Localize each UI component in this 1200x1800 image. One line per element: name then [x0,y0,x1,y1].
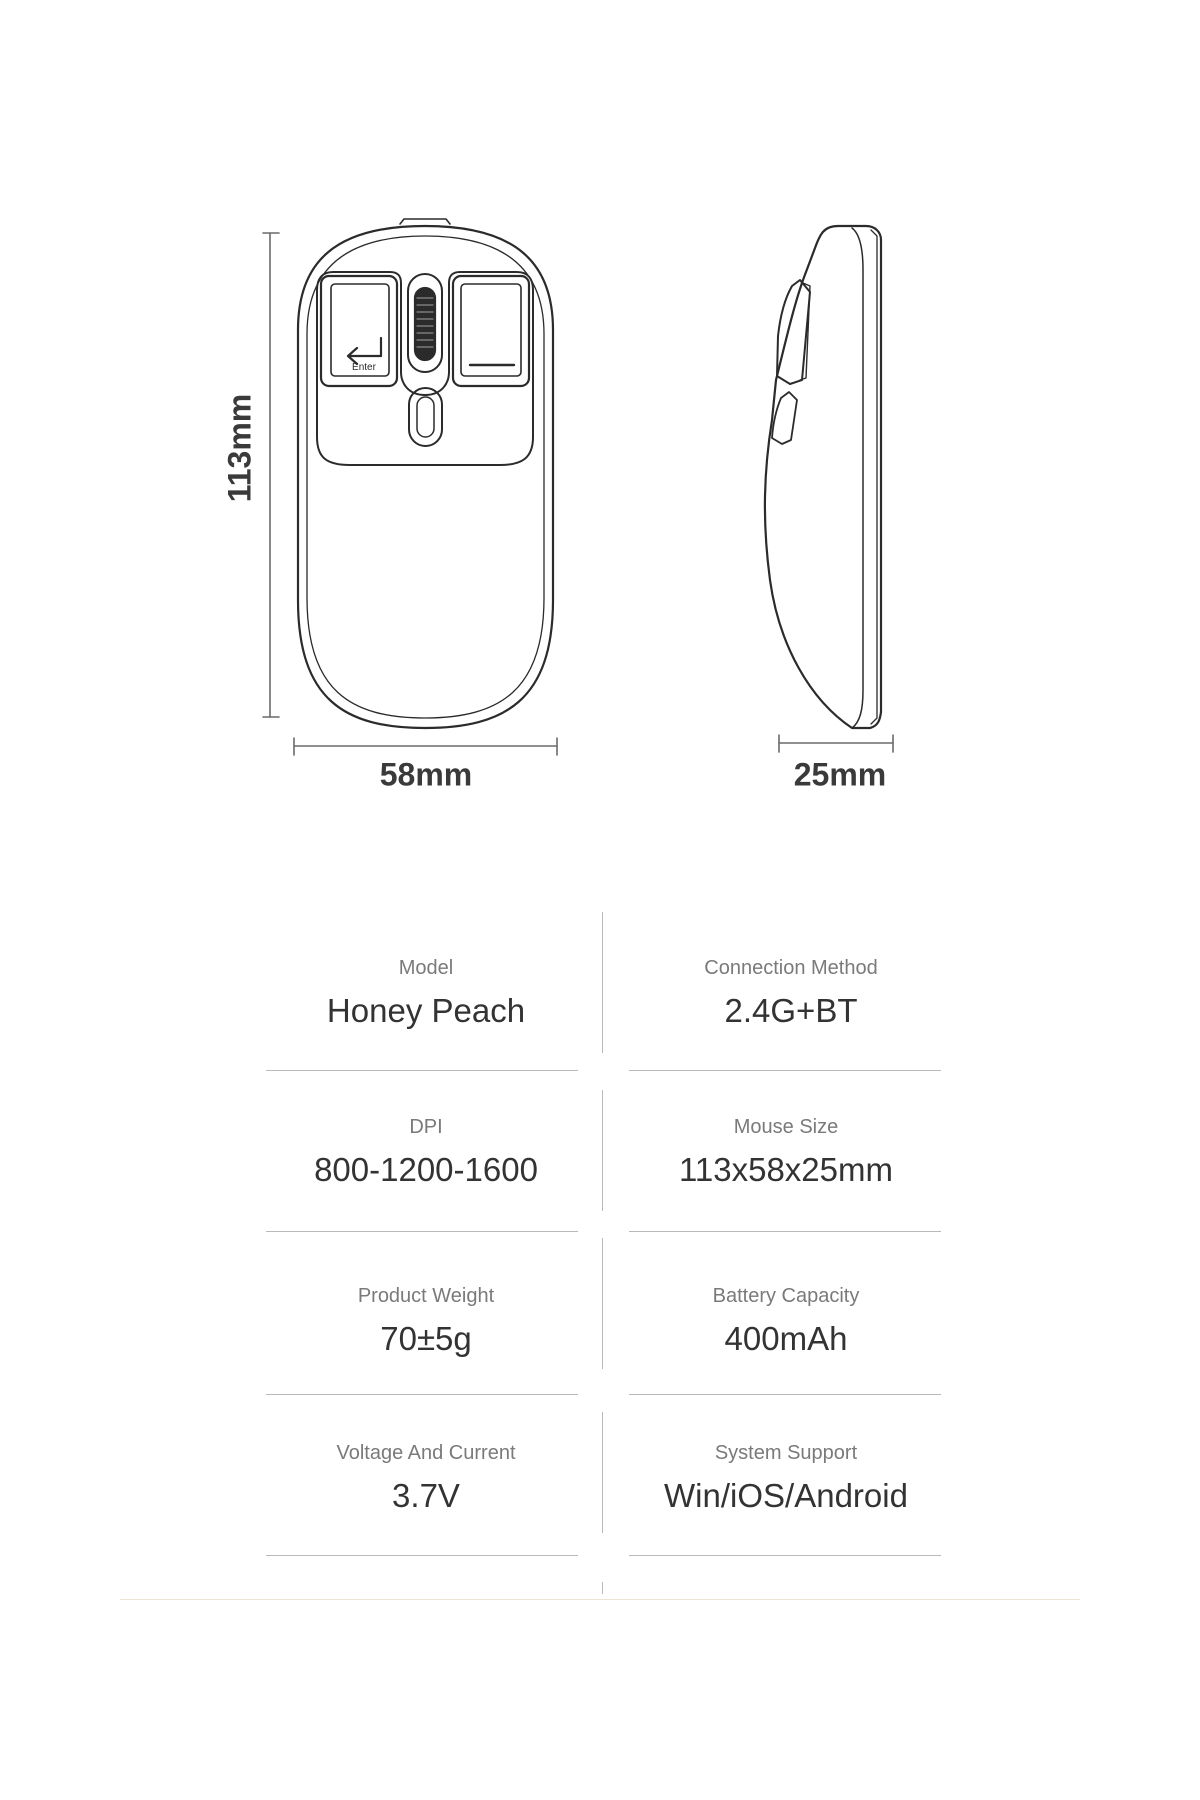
spec-value: Win/iOS/Android [664,1477,908,1514]
row-divider [629,1555,941,1556]
right-key-outer [453,276,529,386]
spec-value: 113x58x25mm [678,1151,893,1188]
spec-value: Honey Peach [326,992,526,1029]
column-divider [602,1582,603,1594]
spec-system-support [606,1440,966,1516]
height-dimension-line [263,233,279,717]
spec-voltage-and-current [246,1440,606,1516]
row-divider [266,1070,578,1071]
dpi-button-inner [417,397,434,437]
mouse-drawing [0,0,1200,800]
spec-label: Battery Capacity [712,1285,860,1307]
row-divider [266,1394,578,1395]
spec-label: DPI [409,1116,443,1138]
row-divider [629,1070,941,1071]
height-dimension-label: 113mm [221,393,258,503]
spec-value: 800-1200-1600 [314,1151,538,1188]
spec-label: Model [398,957,454,979]
mouse-top-view [298,219,553,728]
spec-label: Voltage And Current [336,1442,516,1464]
spec-mouse-size [606,1114,966,1190]
mouse-side-inner-edge [852,228,863,728]
width-dimension-label: 58mm [379,756,473,793]
enter-arrow-icon [348,338,381,364]
side-scroll-wheel [777,280,810,384]
spec-value: 400mAh [724,1320,848,1357]
depth-dimension-label: 25mm [793,756,887,793]
spec-label: Product Weight [357,1285,495,1307]
left-key-label: Enter [352,362,376,373]
mouse-side-view [765,226,881,728]
mouse-side-back-edge [871,230,877,724]
mouse-top-tab [400,219,450,224]
dimension-lines [263,233,893,755]
spec-value: 70±5g [380,1320,472,1357]
right-key-inner [461,284,521,376]
spec-label: System Support [714,1442,858,1464]
spec-label: Connection Method [704,957,878,979]
row-divider [266,1231,578,1232]
row-divider [266,1555,578,1556]
bottom-divider [120,1599,1080,1600]
row-divider [629,1231,941,1232]
spec-connection-method [611,955,971,1031]
spec-dpi [246,1114,606,1190]
spec-model [246,955,606,1031]
depth-dimension-line [779,735,893,752]
spec-battery-capacity [606,1283,966,1359]
width-dimension-line [294,738,557,755]
spec-value: 3.7V [392,1477,460,1514]
spec-value: 2.4G+BT [724,992,858,1029]
spec-product-weight [246,1283,606,1359]
spec-label: Mouse Size [733,1116,839,1138]
row-divider [629,1394,941,1395]
side-dpi-button [772,392,797,444]
scroll-wheel [415,288,435,360]
